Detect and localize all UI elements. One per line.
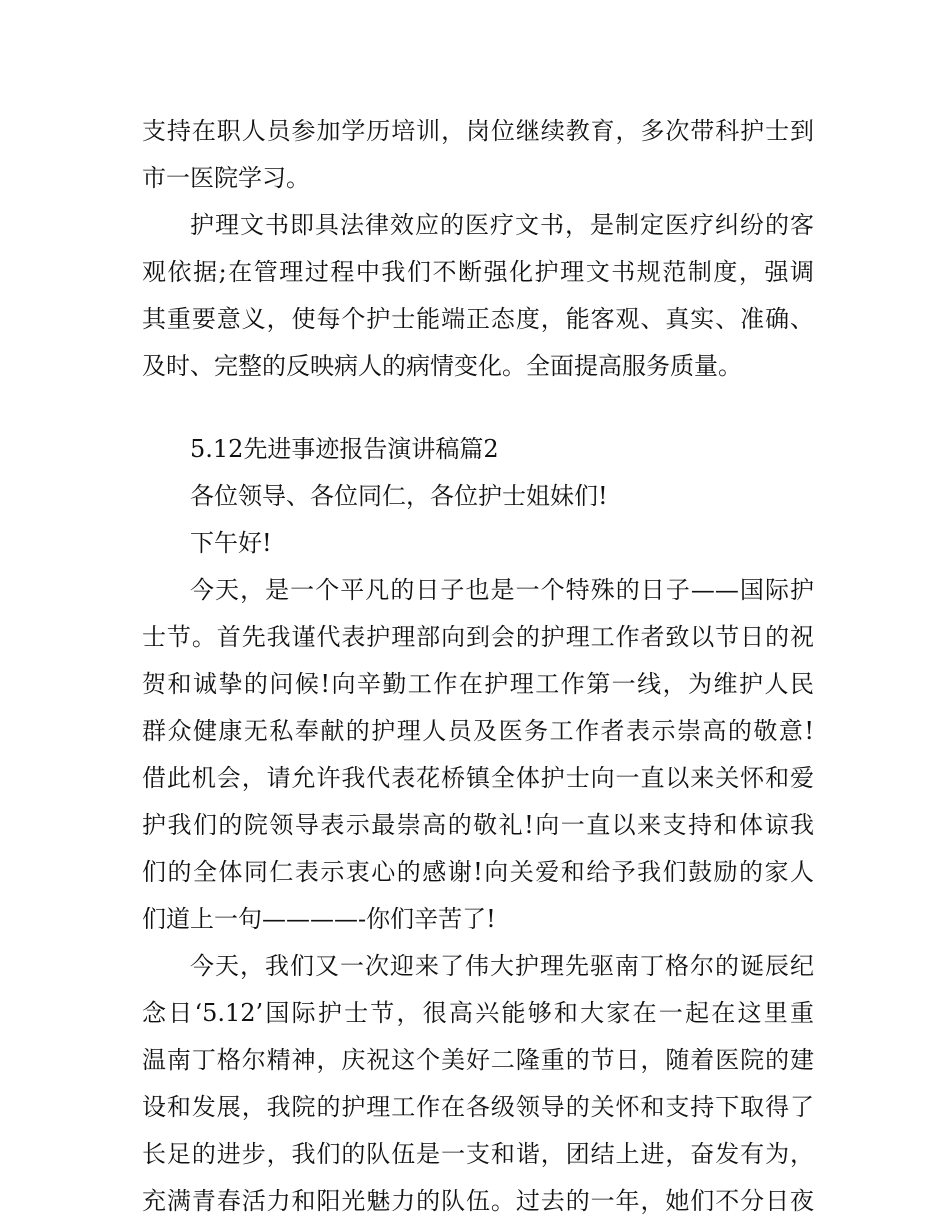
text-line: 今天，是一个平凡的日子也是一个特殊的日子——国际护 <box>190 576 814 604</box>
text-line: 5.12先进事迹报告演讲稿篇2 <box>190 435 499 463</box>
section-spacer <box>142 390 814 426</box>
text-line: 各位领导、各位同仁，各位护士姐妹们! <box>190 482 608 510</box>
text-line: 支持在职人员参加学历培训，岗位继续教育，多次带科护士到 <box>142 117 814 145</box>
text-line: 念日‘5.12’国际护士节，很高兴能够和大家在一起在这里重 <box>142 999 814 1027</box>
document-body <box>142 108 814 1225</box>
text-line: 借此机会，请允许我代表花桥镇全体护士向一直以来关怀和爱 <box>142 764 814 792</box>
text-line: 们道上一句————-你们辛苦了! <box>142 905 496 933</box>
text-line: 群众健康无私奉献的护理人员及医务工作者表示崇高的敬意! <box>142 717 814 745</box>
text-line: 们的全体同仁表示衷心的感谢!向关爱和给予我们鼓励的家人 <box>142 858 814 886</box>
text-line: 今天，我们又一次迎来了伟大护理先驱南丁格尔的诞辰纪 <box>190 952 814 980</box>
text-line: 及时、完整的反映病人的病情变化。全面提高服务质量。 <box>142 352 742 380</box>
text-line: 其重要意义，使每个护士能端正态度，能客观、真实、准确、 <box>142 305 814 333</box>
text-line: 贺和诚挚的问候!向辛勤工作在护理工作第一线，为维护人民 <box>142 670 814 698</box>
text-line: 长足的进步，我们的队伍是一支和谐，团结上进，奋发有为， <box>142 1140 814 1168</box>
text-line: 充满青春活力和阳光魅力的队伍。过去的一年，她们不分日夜 <box>142 1187 814 1215</box>
text-line: 观依据;在管理过程中我们不断强化护理文书规范制度，强调 <box>142 258 814 286</box>
text-line: 下午好! <box>190 529 272 557</box>
text-line: 市一医院学习。 <box>142 164 310 192</box>
text-line: 士节。首先我谨代表护理部向到会的护理工作者致以节日的祝 <box>142 623 814 651</box>
text-line: 温南丁格尔精神，庆祝这个美好二隆重的节日，随着医院的建 <box>142 1046 814 1074</box>
text-line: 设和发展，我院的护理工作在各级领导的关怀和支持下取得了 <box>142 1093 814 1121</box>
text-line: 护我们的院领导表示最崇高的敬礼!向一直以来支持和体谅我 <box>142 811 814 839</box>
text-line: 护理文书即具法律效应的医疗文书，是制定医疗纠纷的客 <box>190 211 814 239</box>
